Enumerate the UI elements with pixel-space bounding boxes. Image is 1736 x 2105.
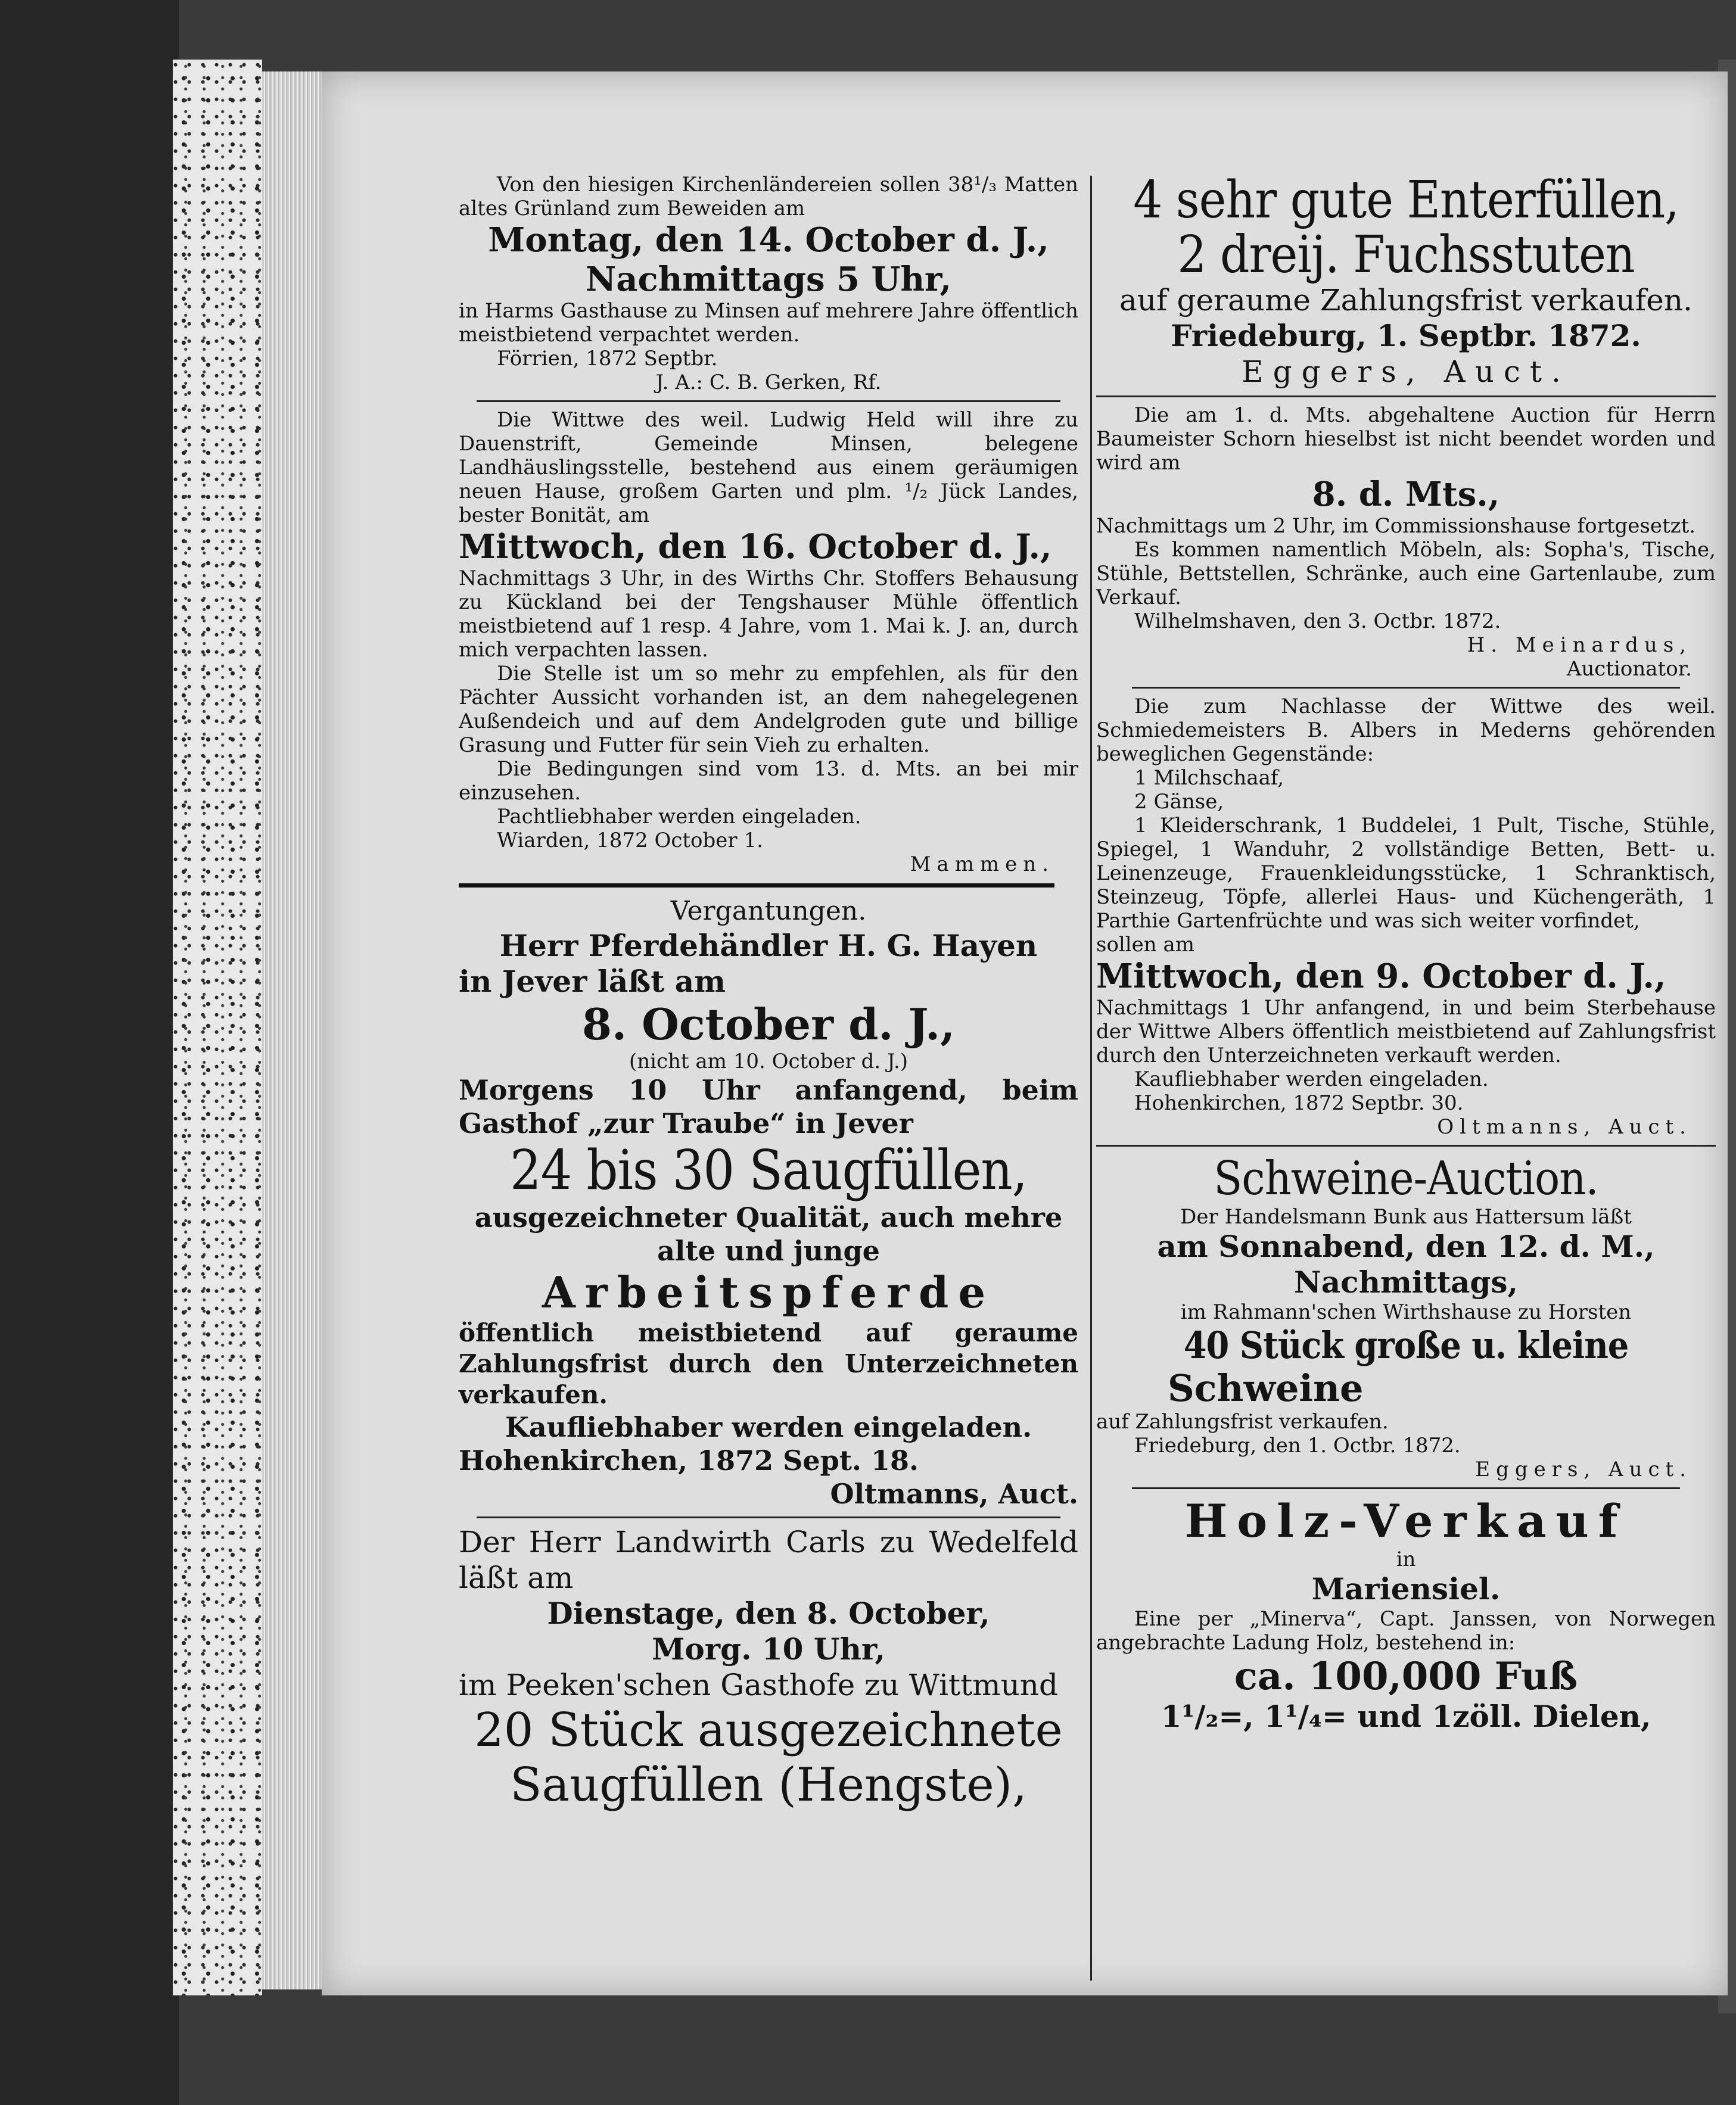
ad-invite: Kaufliebhaber werden eingeladen. <box>1134 1067 1489 1091</box>
ad-place-date: Wiarden, 1872 October 1. <box>497 829 763 852</box>
ad-heading: Herr Pferdehändler H. G. Hayen <box>499 928 1038 963</box>
ad-landhaeuslingsstelle <box>459 408 1078 876</box>
ad-place-date: Förrien, 1872 Septbr. <box>497 347 718 370</box>
ad-big-heading: 2 dreij. Fuchsstuten <box>1177 225 1635 285</box>
ad-title: Holz-Verkauf <box>1184 1494 1628 1547</box>
ad-place-date: Hohenkirchen, 1872 Septbr. 30. <box>1134 1091 1464 1115</box>
ad-subheading: auf geraume Zahlungsfrist verkaufen. <box>1119 283 1693 317</box>
newspaper-page <box>322 71 1728 1995</box>
ad-date-heading: Montag, den 14. October d. J., <box>488 220 1049 260</box>
ad-body: Die Wittwe des weil. Ludwig Held will ihre zu Dauenstrift, Gemeinde Minsen, belegene Landhäuslingsstelle, bestehend aus einem geräumigen neuen Hause, großem Garten und plm. ¹/₂ Jück Landes, bester Bonität, am <box>459 408 1078 527</box>
scan-background <box>0 0 179 2105</box>
ad-body: Die Bedingungen sind vom 13. d. Mts. an bei mir einzusehen. <box>459 757 1078 805</box>
ad-body: Nachmittags 1 Uhr anfangend, in und beim Sterbehause der Wittwe Albers öffentlich meistbietend auf Zahlungsfrist durch den Unterzeichneten verkauft werden. <box>1096 996 1716 1067</box>
ad-body: Nachmittags um 2 Uhr, im Commissionshause fortgesetzt. <box>1096 514 1696 538</box>
ad-note: (nicht am 10. October d. J.) <box>629 1050 909 1073</box>
ad-body: Die zum Nachlasse der Wittwe des weil. Schmiedemeisters B. Albers in Mederns gehörenden beweglichen Gegenstände: <box>1096 695 1716 766</box>
ad-place-date: Hohenkirchen, 1872 Sept. 18. <box>459 1444 919 1477</box>
ad-title: Schweine-Auction. <box>1214 1152 1598 1206</box>
ad-big-heading: Arbeitspferde <box>542 1267 995 1318</box>
ad-date-heading: am Sonnabend, den 12. d. M., <box>1157 1229 1655 1264</box>
ad-body: Eine per „Minerva“, Capt. Janssen, von Norwegen angebrachte Ladung Holz, bestehend in: <box>1096 1607 1716 1655</box>
ad-body: Die am 1. d. Mts. abgehaltene Auction für Herrn Baumeister Schorn hieselbst ist nicht beendet worden und wird am <box>1096 403 1716 475</box>
ad-schweine-auction <box>1096 1153 1716 1481</box>
ad-signature: Eggers, Auct. <box>1475 1458 1692 1481</box>
book-cover-edge <box>173 60 262 1995</box>
ad-place: Mariensiel. <box>1311 1571 1501 1606</box>
ad-signature: Eggers, Auct. <box>1242 354 1570 389</box>
ad-landwirth-carls <box>459 1524 1078 1813</box>
ad-body: sollen am <box>1096 933 1195 957</box>
ad-place-date: Wilhelmshaven, den 3. Octbr. 1872. <box>1134 609 1501 633</box>
ad-big-heading: 20 Stück ausgezeichnete Saugfüllen (Hengste), <box>474 1704 1063 1812</box>
book-page-edges <box>262 71 328 1989</box>
ad-body: in Harms Gasthause zu Minsen auf mehrere Jahre öffentlich meistbietend verpachtet werden. <box>459 299 1078 347</box>
ad-signature: Oltmanns, Auct. <box>1437 1115 1692 1139</box>
ad-separator <box>1132 687 1680 689</box>
ad-pferdehaendler <box>459 895 1078 1511</box>
ad-date-heading: 8. October d. J., <box>581 999 956 1050</box>
ad-big-heading: 40 Stück große u. kleine <box>1183 1324 1629 1367</box>
ad-date-heading: Mittwoch, den 9. October d. J., <box>1096 957 1666 996</box>
ad-date-heading: 8. d. Mts., <box>1312 475 1500 514</box>
ad-invite: Kaufliebhaber werden eingeladen. <box>505 1411 1032 1443</box>
ad-subheading: ausgezeichneter Qualität, auch mehre alte und junge <box>474 1201 1063 1267</box>
ad-body: im Rahmann'schen Wirthshause zu Horsten <box>1180 1300 1632 1324</box>
ad-signature: J. A.: C. B. Gerken, Rf. <box>655 370 882 394</box>
ad-holz-verkauf <box>1096 1495 1716 1735</box>
right-column <box>1096 170 1716 1735</box>
ad-time: Morgens 10 Uhr anfangend, beim Gasthof „zur Traube“ in Jever <box>459 1074 1078 1139</box>
ad-heading: in Jever läßt am <box>459 964 726 999</box>
ad-signature-title: Auctionator. <box>1566 657 1692 681</box>
ad-body: öffentlich meistbietend auf geraume Zahlungsfrist durch den Unterzeichneten verkaufen. <box>459 1318 1078 1409</box>
ad-place-date: Friedeburg, 1. Septbr. 1872. <box>1171 318 1641 353</box>
ad-big-heading: Schweine <box>1168 1366 1364 1410</box>
ad-heading: Der Herr Landwirth Carls zu Wedelfeld läßt am <box>459 1525 1078 1595</box>
ad-in: in <box>1396 1547 1416 1571</box>
ad-body: Nachmittags 3 Uhr, in des Wirths Chr. Stoffers Behausung zu Kückland bei der Tengshauser Mühle öffentlich meistbietend auf 1 resp. 4 Jahre, vom 1. Mai k. J. an, durch mich verpachten lassen. <box>459 566 1078 662</box>
ad-place-date: Friedeburg, den 1. Octbr. 1872. <box>1134 1434 1461 1458</box>
ad-signature: Mammen. <box>910 852 1054 876</box>
ad-list-item: 2 Gänse, <box>1134 790 1224 814</box>
ad-separator <box>477 400 1060 402</box>
ad-subheading: 1¹/₂=, 1¹/₄= und 1zöll. Dielen, <box>1161 1699 1651 1734</box>
ad-signature: H. Meinardus, <box>1467 633 1692 657</box>
ad-separator <box>1096 1145 1716 1147</box>
ad-list-item: 1 Kleiderschrank, 1 Buddelei, 1 Pult, Tische, Stühle, Spiegel, 1 Wanduhr, 2 vollständige Betten, Bett- u. Leinenzeuge, Frauenkleidungsstücke, 1 Schranktisch, Steinzeug, Töpfe, allerlei Haus- und Küchengeräth, 1 Parthie Gartenfrüchte und was sich weiter vorfindet, <box>1096 814 1716 933</box>
ad-separator <box>477 1517 1060 1518</box>
ad-body: Die Stelle ist um so mehr zu empfehlen, als für den Pächter Aussicht vorhanden ist, an dem nahegelegenen Außendeich und auf dem Andelgroden gute und billige Grasung und Futter für sein Vieh zu erhalten. <box>459 662 1078 757</box>
ad-big-heading: ca. 100,000 Fuß <box>1234 1654 1578 1699</box>
ad-body: Von den hiesigen Kirchenländereien sollen 38¹/₃ Matten altes Grünland zum Beweiden am <box>459 173 1078 220</box>
ad-body: Pachtliebhaber werden eingeladen. <box>497 805 861 829</box>
ad-nachlass-albers <box>1096 695 1716 1139</box>
section-separator <box>459 883 1054 888</box>
ad-big-heading: 24 bis 30 Saugfüllen, <box>509 1138 1028 1202</box>
ad-separator <box>1096 396 1716 397</box>
ad-place: im Peeken'schen Gasthofe zu Wittmund <box>459 1668 1059 1702</box>
ad-baumeister-schorn <box>1096 403 1716 681</box>
ad-date-heading: Dienstage, den 8. October, <box>547 1596 990 1631</box>
section-heading: Vergantungen. <box>670 896 867 926</box>
ad-list-item: 1 Milchschaaf, <box>1134 766 1284 790</box>
ad-signature: Oltmanns, Auct. <box>830 1478 1078 1510</box>
ad-date-heading: Mittwoch, den 16. October d. J., <box>459 527 1052 566</box>
ad-enterfuellen <box>1096 170 1716 390</box>
ad-separator <box>1132 1487 1680 1489</box>
ad-time-heading: Nachmittags 5 Uhr, <box>586 260 951 299</box>
ad-time-heading: Morg. 10 Uhr, <box>652 1631 885 1667</box>
ad-big-heading: 4 sehr gute Enterfüllen, <box>1133 170 1679 230</box>
ad-time-heading: Nachmittags, <box>1294 1265 1518 1300</box>
ad-body: auf Zahlungsfrist verkaufen. <box>1096 1410 1389 1434</box>
ad-kirchenlaendereien <box>459 173 1078 394</box>
ad-body: Der Handelsmann Bunk aus Hattersum läßt <box>1180 1205 1632 1229</box>
ad-body: Es kommen namentlich Möbeln, als: Sopha's, Tische, Stühle, Bettstellen, Schränke, auch eine Gartenlaube, zum Verkauf. <box>1096 538 1716 609</box>
